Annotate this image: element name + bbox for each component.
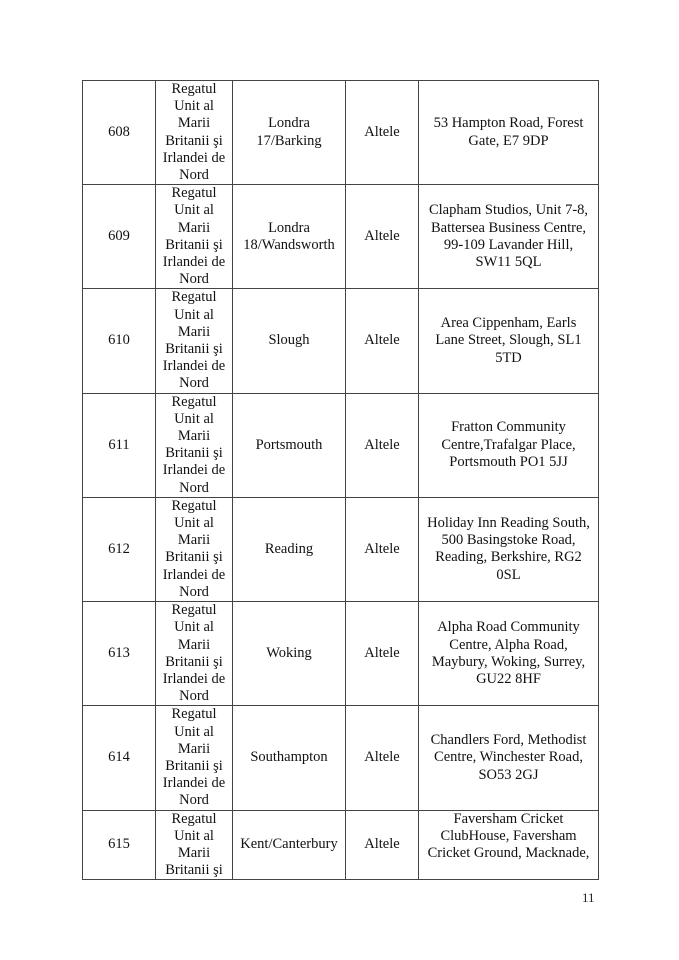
row-number: 614 xyxy=(83,706,156,810)
address-cell xyxy=(419,81,599,185)
country-cell xyxy=(156,706,233,810)
country-cell-line: Regatul xyxy=(171,706,217,723)
country-cell-line: Regatul xyxy=(171,393,217,410)
country-cell-line: Unit al xyxy=(174,515,214,532)
address-cell-line: Holiday Inn Reading South, xyxy=(427,515,590,532)
type-cell: Altele xyxy=(346,393,419,497)
country-cell-line: Unit al xyxy=(174,410,214,427)
country-cell xyxy=(156,185,233,289)
address-cell-line: Maybury, Woking, Surrey, xyxy=(431,653,586,670)
country-cell-line: Nord xyxy=(179,583,209,600)
address-cell-line: Chandlers Ford, Methodist xyxy=(430,732,587,749)
table-row xyxy=(83,810,599,880)
city-cell xyxy=(233,602,346,706)
country-cell xyxy=(156,602,233,706)
address-cell-line: 99-109 Lavander Hill, xyxy=(443,236,574,253)
type-cell: Altele xyxy=(346,706,419,810)
table-row xyxy=(83,289,599,393)
country-cell-line: Marii xyxy=(177,323,211,340)
city-cell xyxy=(233,81,346,185)
page-number: 11 xyxy=(582,890,595,905)
country-cell-line: Nord xyxy=(179,688,209,705)
country-cell-line: Marii xyxy=(177,219,211,236)
city-cell-line: Reading xyxy=(264,540,314,557)
address-cell xyxy=(419,289,599,393)
city-cell xyxy=(233,185,346,289)
country-cell-line: Regatul xyxy=(171,185,217,202)
country-cell xyxy=(156,289,233,393)
country-cell-line: Unit al xyxy=(174,98,214,115)
country-cell-line: Marii xyxy=(177,532,211,549)
city-cell-line: Woking xyxy=(266,645,312,662)
country-cell-line: Britanii şi xyxy=(165,653,223,670)
city-cell-line: Londra xyxy=(268,115,310,132)
address-cell-line: SO53 2GJ xyxy=(478,766,539,783)
table-row xyxy=(83,81,599,185)
country-cell-line: Britanii şi xyxy=(165,757,223,774)
table-row xyxy=(83,497,599,601)
country-cell xyxy=(156,497,233,601)
country-cell-line: Regatul xyxy=(171,289,217,306)
country-cell-line: Britanii şi xyxy=(165,445,223,462)
city-cell-line: Londra xyxy=(268,219,310,236)
row-number: 609 xyxy=(83,185,156,289)
address-cell-line: GU22 8HF xyxy=(476,670,541,687)
table-row xyxy=(83,706,599,810)
city-cell-line: Southampton xyxy=(250,749,328,766)
address-cell-line: ClubHouse, Faversham xyxy=(440,827,577,844)
city-cell-line: 17/Barking xyxy=(256,132,322,149)
address-cell-line: Lane Street, Slough, SL1 xyxy=(435,332,582,349)
city-cell-line: 18/Wandsworth xyxy=(243,236,335,253)
table-row xyxy=(83,393,599,497)
country-cell-line: Marii xyxy=(177,428,211,445)
address-cell-line: Fratton Community xyxy=(451,419,566,436)
address-cell-line: Centre,Trafalgar Place, xyxy=(441,436,576,453)
country-cell-line: Britanii şi xyxy=(165,549,223,566)
city-cell xyxy=(233,393,346,497)
row-number: 613 xyxy=(83,602,156,706)
polling-stations-table xyxy=(82,80,599,880)
row-number: 612 xyxy=(83,497,156,601)
country-cell-line: Nord xyxy=(179,479,209,496)
city-cell xyxy=(233,810,346,880)
address-cell xyxy=(419,706,599,810)
address-cell xyxy=(419,185,599,289)
country-cell-line: Nord xyxy=(179,375,209,392)
type-cell: Altele xyxy=(346,81,419,185)
address-cell-line: Battersea Business Centre, xyxy=(430,219,587,236)
address-cell-line: SW11 5QL xyxy=(475,254,542,271)
country-cell xyxy=(156,81,233,185)
country-cell-line: Britanii şi xyxy=(165,341,223,358)
city-cell xyxy=(233,497,346,601)
country-cell xyxy=(156,810,233,880)
country-cell-line: Marii xyxy=(177,115,211,132)
row-number: 611 xyxy=(83,393,156,497)
table-row xyxy=(83,602,599,706)
country-cell-line: Nord xyxy=(179,792,209,809)
type-cell: Altele xyxy=(346,810,419,880)
country-cell-line: Marii xyxy=(177,844,211,861)
address-cell-line: Reading, Berkshire, RG2 xyxy=(435,549,582,566)
country-cell-line: Marii xyxy=(177,740,211,757)
address-cell-line: Area Cippenham, Earls xyxy=(440,315,577,332)
table-body xyxy=(83,81,599,880)
country-cell-line: Irlandei de xyxy=(162,254,226,271)
country-cell-line: Marii xyxy=(177,636,211,653)
address-cell xyxy=(419,497,599,601)
address-cell-line: 5TD xyxy=(495,349,522,366)
row-number: 610 xyxy=(83,289,156,393)
country-cell-line: Irlandei de xyxy=(162,149,226,166)
address-cell-line: Centre, Alpha Road, xyxy=(449,636,568,653)
city-cell-line: Kent/Canterbury xyxy=(240,836,338,853)
country-cell-line: Britanii şi xyxy=(165,862,223,879)
country-cell-line: Irlandei de xyxy=(162,566,226,583)
address-cell-line: 0SL xyxy=(496,566,521,583)
address-cell xyxy=(419,810,599,880)
address-cell-line: 53 Hampton Road, Forest xyxy=(433,115,584,132)
address-cell-line: 500 Basingstoke Road, xyxy=(441,532,576,549)
country-cell-line: Nord xyxy=(179,167,209,184)
address-cell xyxy=(419,602,599,706)
country-cell-line: Regatul xyxy=(171,810,217,827)
country-cell-line: Irlandei de xyxy=(162,358,226,375)
table-row xyxy=(83,185,599,289)
city-cell-line: Slough xyxy=(268,332,310,349)
city-cell-line: Portsmouth xyxy=(255,436,323,453)
address-cell-line: Cricket Ground, Macknade, xyxy=(427,844,590,861)
city-cell xyxy=(233,706,346,810)
address-cell-line: Portsmouth PO1 5JJ xyxy=(449,453,568,470)
country-cell-line: Irlandei de xyxy=(162,775,226,792)
country-cell-line: Britanii şi xyxy=(165,236,223,253)
address-cell-line: Centre, Winchester Road, xyxy=(434,749,583,766)
country-cell xyxy=(156,393,233,497)
country-cell-line: Irlandei de xyxy=(162,670,226,687)
type-cell: Altele xyxy=(346,185,419,289)
address-cell xyxy=(419,393,599,497)
country-cell-line: Regatul xyxy=(171,81,217,97)
country-cell-line: Unit al xyxy=(174,723,214,740)
country-cell-line: Britanii şi xyxy=(165,132,223,149)
country-cell-line: Unit al xyxy=(174,202,214,219)
country-cell-line: Unit al xyxy=(174,827,214,844)
type-cell: Altele xyxy=(346,289,419,393)
type-cell: Altele xyxy=(346,497,419,601)
row-number: 615 xyxy=(83,810,156,880)
country-cell-line: Irlandei de xyxy=(162,462,226,479)
country-cell-line: Regatul xyxy=(171,602,217,619)
address-cell-line: Faversham Cricket xyxy=(453,810,564,827)
type-cell: Altele xyxy=(346,602,419,706)
row-number: 608 xyxy=(83,81,156,185)
country-cell-line: Unit al xyxy=(174,619,214,636)
country-cell-line: Nord xyxy=(179,271,209,288)
address-cell-line: Gate, E7 9DP xyxy=(468,132,549,149)
address-cell-line: Alpha Road Community xyxy=(437,619,580,636)
city-cell xyxy=(233,289,346,393)
address-cell-line: Clapham Studios, Unit 7-8, xyxy=(428,202,589,219)
country-cell-line: Regatul xyxy=(171,497,217,514)
country-cell-line: Unit al xyxy=(174,306,214,323)
